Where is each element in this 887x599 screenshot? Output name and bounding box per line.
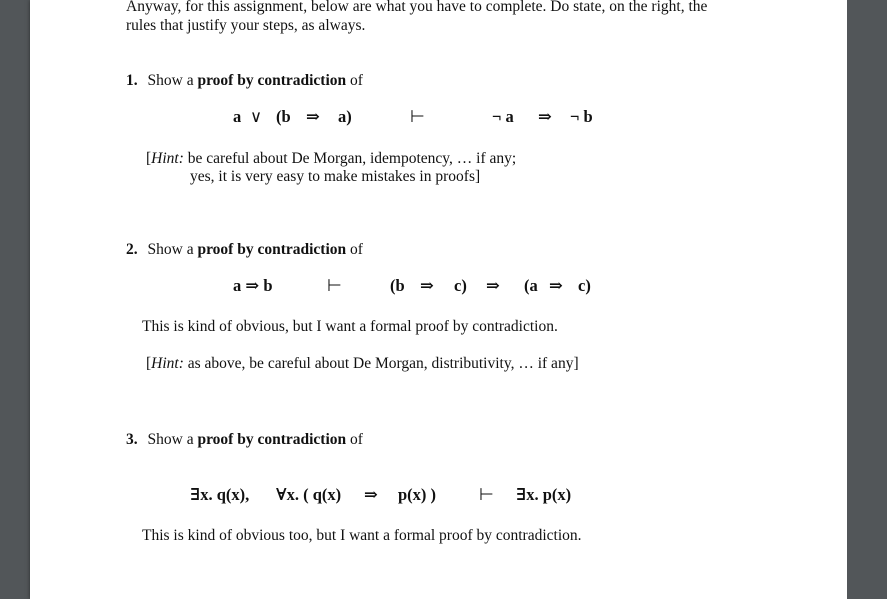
formula-exists-p: ∃x. p(x): [516, 485, 572, 504]
viewer-left-margin: [0, 0, 30, 599]
formula-not-a: ¬ a: [492, 107, 514, 126]
question-2-heading: [126, 240, 363, 259]
question-2-formula: [30, 276, 847, 296]
formula-exists-q: ∃x. q(x),: [190, 485, 250, 504]
formula-not-b: ¬ b: [570, 107, 593, 126]
question-2-hint: [146, 354, 579, 373]
question-prefix: Show a: [147, 72, 198, 89]
implies-symbol-3: ⇒: [549, 276, 563, 295]
formula-forall: ∀x. ( q(x): [276, 485, 342, 504]
implies-symbol-2: ⇒: [486, 276, 500, 295]
formula-a-implies-b: a ⇒ b: [233, 276, 273, 295]
turnstile-symbol: ⊢: [327, 276, 342, 296]
document-page: [30, 0, 847, 599]
question-bold: proof by contradiction: [197, 241, 347, 258]
viewer-right-margin: [847, 0, 887, 599]
hint-label: Hint:: [151, 150, 184, 167]
question-3-heading: [126, 430, 363, 449]
question-number: 2.: [126, 241, 138, 258]
formula-p-close: p(x) ): [398, 485, 437, 504]
question-1-heading: [126, 71, 363, 90]
question-3-formula: [30, 485, 847, 505]
question-number: 3.: [126, 431, 138, 448]
question-suffix: of: [346, 72, 363, 89]
question-1-formula: [30, 107, 847, 127]
implies-symbol-2: ⇒: [538, 107, 552, 126]
hint-text: as above, be careful about De Morgan, distributivity, … if any]: [183, 355, 579, 372]
question-suffix: of: [346, 431, 363, 448]
formula-b-open: (b: [390, 276, 405, 295]
question-1-hint-line-2: yes, it is very easy to make mistakes in proofs]: [190, 168, 481, 185]
intro-line-1: Anyway, for this assignment, below are what you have to complete. Do state, on the right, the: [126, 0, 708, 15]
implies-symbol: ⇒: [306, 107, 320, 126]
formula-c-close: c): [454, 276, 467, 295]
hint-text: be careful about De Morgan, idempotency, … if any;: [183, 150, 517, 167]
or-symbol: ∨: [250, 107, 263, 126]
formula-a: a: [233, 107, 242, 126]
implies-symbol-1: ⇒: [420, 276, 434, 295]
question-prefix: Show a: [147, 241, 198, 258]
question-number: 1.: [126, 72, 138, 89]
turnstile-symbol: ⊢: [410, 107, 425, 127]
formula-c-close-2: c): [578, 276, 591, 295]
question-suffix: of: [346, 241, 363, 258]
question-3-paragraph: This is kind of obvious too, but I want a formal proof by contradiction.: [142, 527, 582, 544]
formula-a-open: (a: [524, 276, 538, 295]
formula-a-close: a): [338, 107, 352, 126]
implies-symbol: ⇒: [364, 485, 378, 504]
intro-line-2: rules that justify your steps, as always.: [126, 17, 366, 34]
question-bold: proof by contradiction: [197, 431, 347, 448]
question-1-hint: [146, 149, 516, 168]
hint-label: Hint:: [151, 355, 184, 372]
question-bold: proof by contradiction: [197, 72, 347, 89]
hint-bracket: [: [146, 355, 152, 372]
question-2-paragraph: This is kind of obvious, but I want a formal proof by contradiction.: [142, 318, 558, 335]
hint-bracket: [: [146, 150, 152, 167]
question-prefix: Show a: [147, 431, 198, 448]
turnstile-symbol: ⊢: [479, 485, 494, 505]
formula-b-open: (b: [276, 107, 291, 126]
intro-paragraph: [126, 0, 766, 35]
